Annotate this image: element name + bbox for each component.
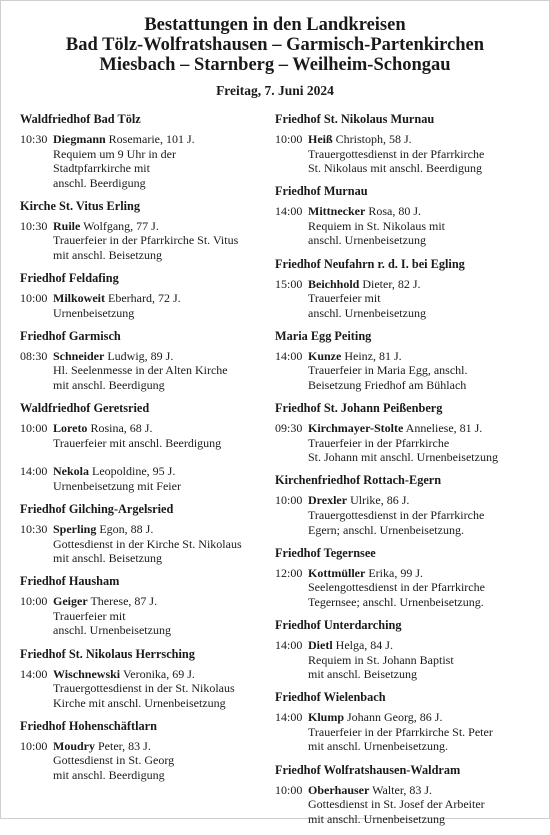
service-detail: Seelengottesdienst in der Pfarrkirche	[308, 580, 485, 595]
cemetery-section	[20, 401, 275, 493]
entry-text	[53, 219, 275, 263]
deceased-given-name-age: Therese, 87 J.	[90, 594, 158, 609]
cemetery-section	[275, 257, 530, 321]
service-detail: Kirche mit anschl. Urnenbeisetzung	[53, 695, 226, 710]
cemetery-section	[275, 112, 530, 176]
entry-name-line	[53, 739, 275, 754]
cemetery-heading: Friedhof Murnau	[275, 184, 368, 199]
listing-columns	[20, 112, 530, 835]
entry-name-line	[308, 710, 530, 725]
deceased-given-name-age: Erika, 99 J.	[368, 565, 423, 580]
cemetery-section	[275, 401, 530, 465]
deceased-given-name-age: Wolfgang, 77 J.	[83, 218, 159, 233]
service-detail: Trauerfeier in Maria Egg, anschl.	[308, 363, 468, 378]
deceased-given-name-age: Anneliese, 81 J.	[405, 421, 483, 436]
service-detail: anschl. Urnenbeisetzung	[308, 305, 426, 320]
burial-entry	[275, 204, 530, 248]
entry-text	[308, 349, 530, 393]
cemetery-heading: Friedhof Wielenbach	[275, 690, 386, 705]
service-detail: Gottesdienst in St. Josef der Arbeiter	[308, 797, 485, 812]
deceased-surname: Kirchmayer-Stolte	[308, 421, 404, 436]
cemetery-heading: Friedhof Unterdarching	[275, 617, 402, 632]
cemetery-section	[275, 184, 530, 248]
entry-name-line	[53, 291, 275, 306]
cemetery-section	[20, 719, 275, 783]
cemetery-section	[275, 763, 530, 827]
entry-name-line	[308, 204, 530, 219]
entry-time: 10:30	[20, 132, 48, 146]
burial-entry	[275, 566, 530, 610]
entry-time: 08:30	[20, 348, 48, 363]
entry-time: 14:00	[275, 204, 303, 219]
entry-text	[53, 667, 275, 711]
cemetery-heading: Friedhof St. Nikolaus Murnau	[275, 112, 435, 126]
entry-time: 10:00	[275, 493, 303, 508]
entry-text	[308, 277, 530, 321]
service-detail: Urnenbeisetzung	[53, 305, 135, 320]
entry-name-line	[308, 277, 530, 292]
cemetery-heading: Friedhof St. Johann Peißenberg	[275, 401, 443, 416]
burial-entry	[275, 493, 530, 537]
service-detail: mit anschl. Beisetzung	[53, 248, 162, 263]
entry-text	[308, 132, 530, 176]
deceased-given-name-age: Johann Georg, 86 J.	[347, 710, 443, 725]
deceased-given-name-age: Christoph, 58 J.	[335, 132, 412, 146]
deceased-given-name-age: Dieter, 82 J.	[362, 276, 421, 291]
entry-name-line	[53, 464, 275, 479]
deceased-given-name-age: Ludwig, 89 J.	[107, 348, 174, 363]
service-detail: Gottesdienst in der Kirche St. Nikolaus	[53, 536, 242, 551]
burial-entry	[20, 132, 275, 190]
entry-time: 14:00	[275, 348, 303, 363]
entry-text	[308, 783, 530, 827]
cemetery-section	[20, 574, 275, 638]
deceased-surname: Milkoweit	[53, 291, 105, 306]
service-detail: Tegernsee; anschl. Urnenbeisetzung.	[308, 594, 484, 609]
service-detail: Requiem in St. Nikolaus mit	[308, 218, 445, 233]
cemetery-heading: Friedhof Gilching-Argelsried	[20, 502, 174, 516]
service-detail: Trauergottesdienst in der St. Nikolaus	[53, 681, 235, 696]
service-detail: Urnenbeisetzung mit Feier	[53, 478, 181, 493]
burial-entry	[275, 132, 530, 176]
deceased-given-name-age: Eberhard, 72 J.	[108, 291, 181, 306]
deceased-surname: Dietl	[308, 637, 333, 652]
service-detail: Trauerfeier in der Pfarrkirche St. Vitus	[53, 233, 239, 248]
burial-entry	[275, 277, 530, 321]
deceased-given-name-age: Rosemarie, 101 J.	[108, 132, 195, 146]
entry-text	[53, 291, 275, 320]
burial-entry	[20, 291, 275, 320]
deceased-surname: Ruile	[53, 218, 81, 233]
cemetery-heading: Friedhof Feldafing	[20, 271, 119, 286]
entry-time: 09:30	[275, 421, 303, 436]
burial-entry	[275, 783, 530, 827]
deceased-surname: Moudry	[53, 738, 95, 753]
burial-entry	[20, 667, 275, 711]
deceased-surname: Heiß	[308, 132, 333, 146]
entry-text	[308, 421, 530, 465]
deceased-surname: Klump	[308, 710, 345, 725]
headline-line-3: Miesbach – Starnberg – Weilheim-Schongau	[99, 55, 451, 75]
burial-entry	[20, 219, 275, 263]
deceased-given-name-age: Rosina, 68 J.	[90, 421, 153, 436]
service-detail: anschl. Urnenbeisetzung	[53, 623, 171, 638]
cemetery-heading: Friedhof Garmisch	[20, 328, 121, 343]
entry-text	[308, 566, 530, 610]
deceased-surname: Kunze	[308, 348, 342, 363]
publication-date: Freitag, 7. Juni 2024	[216, 83, 334, 98]
entry-name-line	[308, 493, 530, 508]
entry-time: 10:00	[20, 594, 48, 609]
entry-text	[53, 349, 275, 393]
entry-name-line	[53, 219, 275, 234]
deceased-given-name-age: Leopoldine, 95 J.	[92, 464, 176, 479]
deceased-surname: Schneider	[53, 348, 105, 363]
entry-name-line	[53, 132, 275, 147]
entry-time: 12:00	[275, 565, 303, 580]
service-detail: mit anschl. Beisetzung	[308, 667, 417, 682]
service-detail: St. Nikolaus mit anschl. Beerdigung	[308, 161, 482, 176]
burial-entry	[275, 638, 530, 682]
entry-time: 14:00	[275, 637, 303, 652]
entry-name-line	[308, 349, 530, 364]
cemetery-heading: Friedhof Tegernsee	[275, 545, 376, 560]
service-detail: Requiem in St. Johann Baptist	[308, 652, 454, 667]
entry-time: 10:30	[20, 522, 48, 536]
burial-entry	[20, 739, 275, 783]
entry-text	[308, 493, 530, 537]
deceased-surname: Nekola	[53, 464, 89, 479]
service-detail: St. Johann mit anschl. Urnenbeisetzung	[308, 450, 498, 465]
service-detail: Trauerfeier in der Pfarrkirche	[308, 435, 450, 450]
entry-text	[308, 204, 530, 248]
burial-entry	[275, 710, 530, 754]
deceased-surname: Diegmann	[53, 132, 106, 146]
cemetery-section	[275, 546, 530, 610]
service-detail: mit anschl. Urnenbeisetzung.	[308, 739, 448, 754]
entry-text	[53, 132, 275, 190]
entry-text	[53, 464, 275, 493]
service-detail: mit anschl. Beerdigung	[53, 768, 165, 783]
service-detail: Hl. Seelenmesse in der Alten Kirche	[53, 363, 228, 378]
cemetery-heading: Friedhof Hausham	[20, 574, 120, 589]
service-detail: mit anschl. Beisetzung	[53, 551, 162, 566]
entry-time: 14:00	[20, 464, 48, 479]
service-detail: Requiem um 9 Uhr in der	[53, 146, 176, 161]
service-detail: Stadtpfarrkirche mit	[53, 161, 150, 176]
deceased-given-name-age: Egon, 88 J.	[99, 522, 154, 536]
cemetery-heading: Waldfriedhof Geretsried	[20, 401, 150, 416]
deceased-surname: Beichhold	[308, 276, 360, 291]
cemetery-heading: Waldfriedhof Bad Tölz	[20, 112, 141, 126]
cemetery-section	[20, 647, 275, 711]
entry-name-line	[53, 667, 275, 682]
service-detail: Gottesdienst in St. Georg	[53, 753, 175, 768]
service-detail: anschl. Urnenbeisetzung	[308, 233, 426, 248]
cemetery-heading: Kirche St. Vitus Erling	[20, 198, 141, 213]
deceased-given-name-age: Ulrike, 86 J.	[350, 493, 410, 508]
cemetery-heading: Friedhof St. Nikolaus Herrsching	[20, 646, 195, 661]
service-detail: Egern; anschl. Urnenbeisetzung.	[308, 522, 464, 537]
entry-time: 10:00	[275, 132, 303, 146]
deceased-surname: Geiger	[53, 594, 88, 609]
deceased-surname: Mittnecker	[308, 204, 366, 219]
deceased-surname: Wischnewski	[53, 666, 121, 681]
cemetery-section	[20, 199, 275, 263]
entry-text	[53, 421, 275, 450]
entry-text	[53, 739, 275, 783]
cemetery-section	[275, 329, 530, 393]
entry-name-line	[308, 421, 530, 436]
entry-text	[308, 710, 530, 754]
cemetery-heading: Maria Egg Peiting	[275, 328, 372, 343]
service-detail: Trauerfeier in der Pfarrkirche St. Peter	[308, 724, 493, 739]
entry-time: 10:00	[20, 421, 48, 436]
entry-name-line	[53, 594, 275, 609]
entry-time: 15:00	[275, 276, 303, 291]
entry-time: 10:00	[275, 782, 303, 797]
service-detail: Trauerfeier mit	[53, 608, 126, 623]
cemetery-section	[275, 690, 530, 754]
service-detail: Trauerfeier mit	[308, 291, 381, 306]
deceased-given-name-age: Helga, 84 J.	[335, 637, 393, 652]
entry-name-line	[53, 421, 275, 436]
service-detail: Trauergottesdienst in der Pfarrkirche	[308, 146, 485, 161]
cemetery-heading: Friedhof Neufahrn r. d. I. bei Egling	[275, 256, 465, 271]
entry-time: 14:00	[275, 710, 303, 725]
cemetery-section	[20, 271, 275, 320]
burial-entry	[20, 464, 275, 493]
cemetery-section	[275, 473, 530, 537]
service-detail: Trauerfeier mit anschl. Beerdigung	[53, 435, 222, 450]
deceased-given-name-age: Walter, 83 J.	[372, 782, 433, 797]
headline-line-2: Bad Tölz-Wolfratshausen – Garmisch-Partenkirchen	[65, 35, 485, 55]
left-column	[20, 112, 275, 835]
burial-entry	[275, 421, 530, 465]
cemetery-section	[20, 112, 275, 190]
cemetery-section	[20, 329, 275, 393]
service-detail: Beisetzung Friedhof am Bühlach	[308, 378, 467, 393]
service-detail: mit anschl. Beerdigung	[53, 378, 165, 393]
deceased-surname: Drexler	[308, 493, 348, 508]
entry-text	[53, 594, 275, 638]
deceased-given-name-age: Peter, 83 J.	[98, 738, 151, 753]
deceased-surname: Oberhauser	[308, 782, 370, 797]
entry-name-line	[308, 783, 530, 798]
burial-entry	[20, 522, 275, 566]
entry-time: 10:00	[20, 738, 48, 753]
headline-line-1: Bestattungen in den Landkreisen	[144, 15, 406, 35]
entry-time: 10:30	[20, 218, 48, 233]
cemetery-section	[275, 618, 530, 682]
burial-entry	[20, 349, 275, 393]
entry-time: 14:00	[20, 666, 48, 681]
entry-time: 10:00	[20, 291, 48, 306]
deceased-surname: Loreto	[53, 421, 88, 436]
entry-text	[308, 638, 530, 682]
deceased-given-name-age: Veronika, 69 J.	[122, 666, 195, 681]
cemetery-section	[20, 502, 275, 566]
entry-name-line	[308, 132, 530, 147]
cemetery-heading: Friedhof Hohenschäftlarn	[20, 718, 157, 733]
service-detail: Trauergottesdienst in der Pfarrkirche	[308, 508, 485, 522]
burial-entry	[20, 594, 275, 638]
entry-text	[53, 522, 275, 566]
deceased-given-name-age: Rosa, 80 J.	[368, 204, 421, 219]
burial-entry	[20, 421, 275, 450]
deceased-surname: Kottmüller	[308, 565, 366, 580]
deceased-surname: Sperling	[53, 522, 97, 536]
entry-name-line	[308, 566, 530, 581]
entry-name-line	[308, 638, 530, 653]
entry-name-line	[53, 349, 275, 364]
burial-entry	[275, 349, 530, 393]
cemetery-heading: Kirchenfriedhof Rottach-Egern	[275, 473, 442, 488]
service-detail: anschl. Beerdigung	[53, 175, 146, 190]
service-detail: mit anschl. Urnenbeisetzung	[308, 811, 445, 826]
cemetery-heading: Friedhof Wolfratshausen-Waldram	[275, 762, 461, 777]
deceased-given-name-age: Heinz, 81 J.	[344, 348, 402, 363]
right-column	[275, 112, 530, 835]
entry-name-line	[53, 522, 275, 537]
